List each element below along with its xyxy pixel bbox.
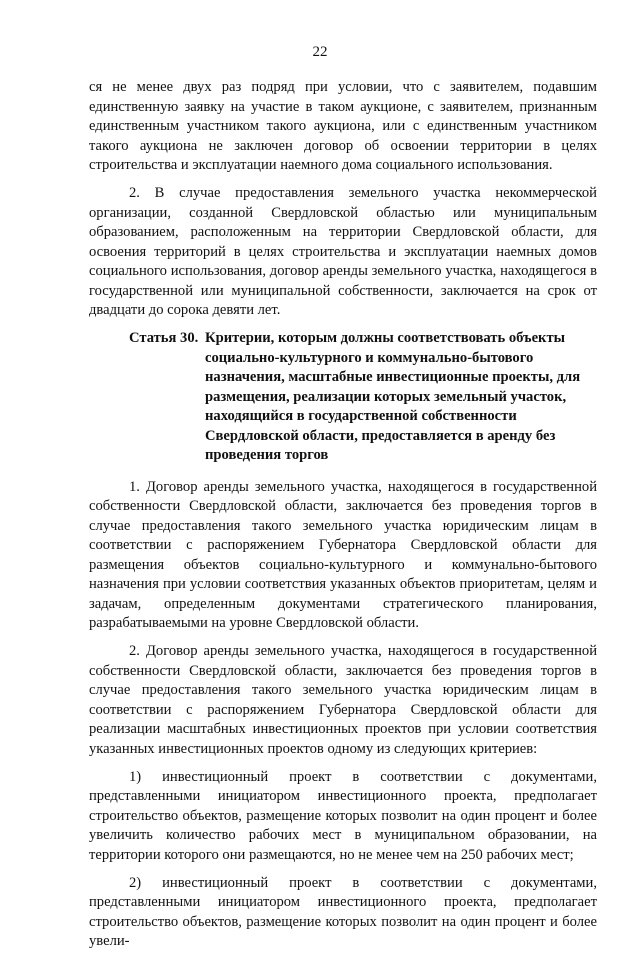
article-number: Статья 30. <box>129 330 199 346</box>
document-body <box>89 78 597 960</box>
paragraph-criterion-1: 1) инвестиционный проект в соответствии с документами, представленными инициатором инвестиционного проекта, предполагает строительство объектов, размещение которых позволит на один процент и более увеличить количество рабочих мест в муниципальном образовании, на территории которого они размещаются, но не менее чем на 250 рабочих мест; <box>89 768 597 863</box>
paragraph-continuation: ся не менее двух раз подряд при условии, что с заявителем, подавшим единственную заявку на участие в таком аукционе, с заявителем, признанным единственным участником такого аукциона, или с единственным участником такого аукциона не заключен договор об освоении территории в целях строительства и эксплуатации наемного дома социального использования. <box>89 79 597 173</box>
article-heading <box>89 329 597 466</box>
paragraph-article-clause-1: 1. Договор аренды земельного участка, находящегося в государственной собственности Свердловской области, заключается без проведения торгов в случае предоставления такого земельного участка юридическим лицам в соответствии с распоряжением Губернатора Свердловской области для размещения объектов социально-культурного и коммунально-бытового назначения при условии соответствия указанных объектов приоритетам, целям и задачам, определенным документами стратегического планирования, разрабатываемыми на уровне Свердловской области. <box>89 478 597 631</box>
paragraph-article-clause-2: 2. Договор аренды земельного участка, находящегося в государственной собственности Свердловской области, заключается без проведения торгов в случае предоставления такого земельного участка юридическим лицам в соответствии с распоряжением Губернатора Свердловской области для реализации масштабных инвестиционных проектов при условии соответствия указанных инвестиционных проектов одному из следующих критериев: <box>89 643 597 757</box>
page-number: 22 <box>312 44 328 60</box>
paragraph-clause-2: 2. В случае предоставления земельного участка некоммерческой организации, созданной Свердловской областью или муниципальным образованием, расположенным на территории Свердловской области, для освоения территорий в целях строительства и эксплуатации наемных домов социального использования, договор аренды земельного участка, находящегося в государственной или муниципальной собственности, заключается на срок от двадцати до сорока девяти лет. <box>89 185 597 318</box>
article-title: Критерии, которым должны соответствовать объекты социально-культурного и коммунально-бытового назначения, масштабные инвестиционные проекты, для размещения, реализации которых земельный участок, находящийся в государственной собственности Свердловской области, предоставляется в аренду без проведения торгов <box>205 330 581 463</box>
paragraph-criterion-2: 2) инвестиционный проект в соответствии с документами, представленными инициатором инвестиционного проекта, предполагает строительство объектов, размещение которых позволит на один процент и более увели- <box>89 874 597 949</box>
